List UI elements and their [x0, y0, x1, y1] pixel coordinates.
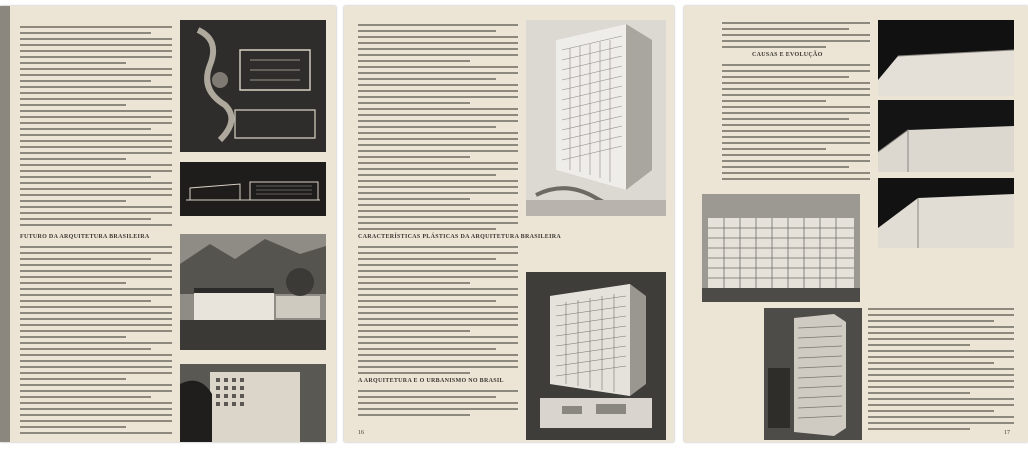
page-edge-shadow	[0, 6, 10, 442]
photo-aerial-tower	[764, 308, 862, 440]
section-heading-causes: CAUSAS E EVOLUÇÃO	[752, 52, 823, 58]
text-column-main	[358, 24, 562, 436]
photo-office-building	[702, 194, 860, 302]
photo-modern-building	[180, 234, 326, 350]
photo-wall-curve-1	[878, 20, 1014, 96]
magazine-page-3	[684, 6, 1028, 442]
photo-cobogo-facade	[180, 364, 326, 442]
photo-building-model	[526, 272, 666, 440]
photo-elevation-drawing	[180, 162, 326, 216]
magazine-page-2	[344, 6, 674, 442]
text-column-upper	[20, 26, 172, 232]
text-column-upper	[722, 22, 870, 192]
section-heading-plastic: CARACTERÍSTICAS PLÁSTICAS DA ARQUITETURA BRASILEIRA	[358, 234, 562, 240]
text-column-lower	[20, 230, 172, 442]
photo-site-plan	[180, 20, 326, 152]
section-heading: FUTURO DA ARQUITETURA BRASILEIRA	[20, 234, 150, 240]
page-number: 17	[1004, 430, 1010, 436]
photo-wall-curve-2	[878, 100, 1014, 172]
photo-wall-curve-3	[878, 178, 1014, 248]
text-column-lower	[868, 308, 1014, 442]
magazine-page-1	[0, 6, 336, 442]
section-heading-urbanism: A ARQUITETURA E O URBANISMO NO BRASIL	[358, 378, 504, 384]
page-number: 16	[358, 430, 364, 436]
photo-tower-model	[526, 20, 666, 216]
